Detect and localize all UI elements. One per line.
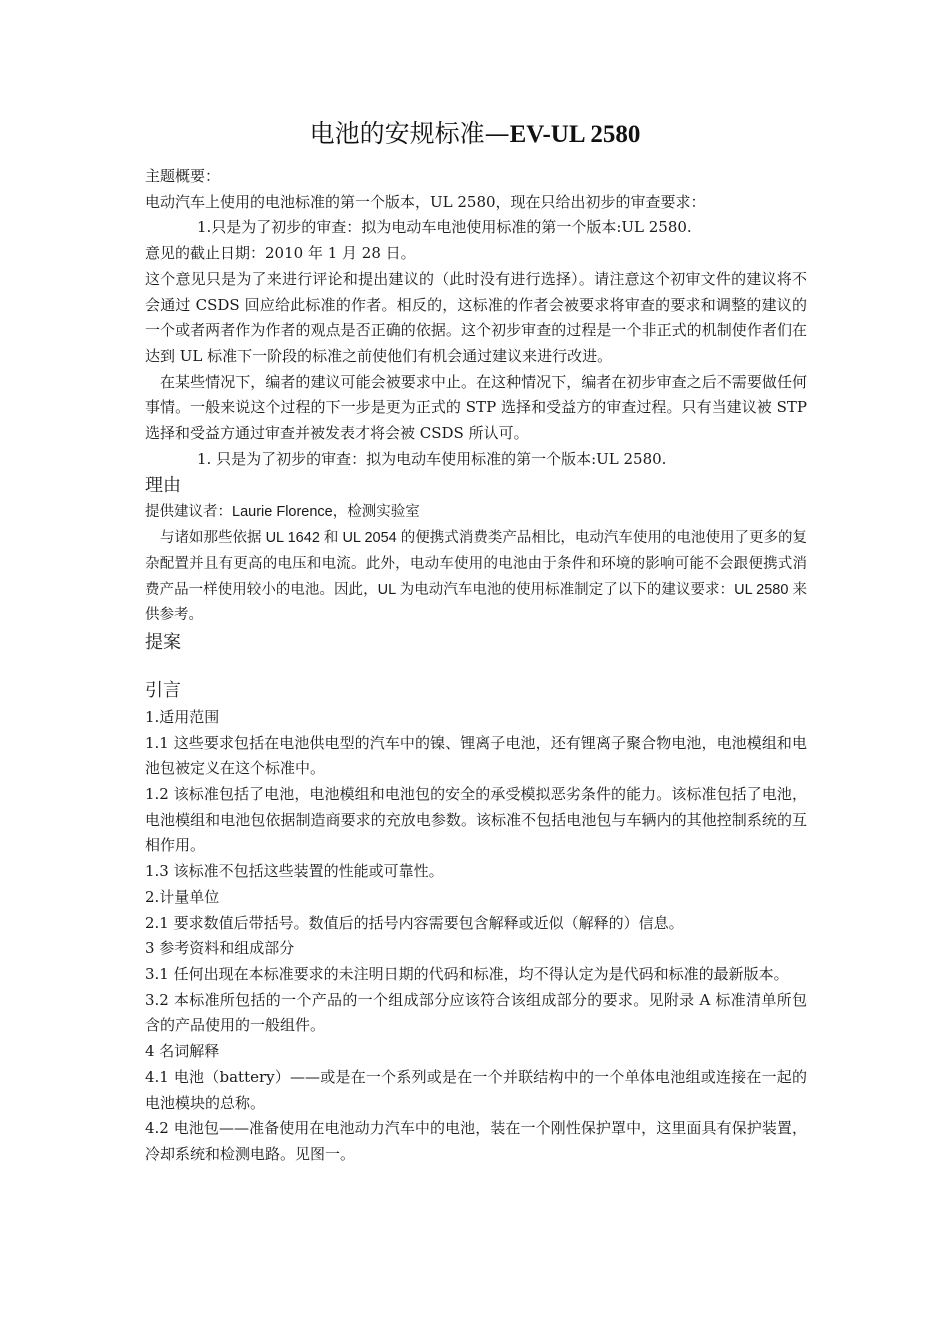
comment-paragraph: 这个意见只是为了来进行评论和提出建议的（此时没有进行选择）。请注意这个初审文件的建议将不会通过 CSDS 回应给此标准的作者。相反的，这标准的作者会被要求将审查的要求和调整的建议的一个或者两者作为作者的观点是否正确的依据。这个初步审查的过程是一个非正式的机制使作者们在达到 UL 标准下一阶段的标准之前使他们有机会通过建议来进行改进。 xyxy=(145,269,807,365)
section-4-2: 4.2 电池包——准备使用在电池动力汽车中的电池，装在一个刚性保护罩中，这里面具有保护装置，冷却系统和检测电路。见图一。 xyxy=(145,1119,807,1163)
reason-heading: 理由 xyxy=(145,475,181,497)
section-4-heading: 4 名词解释 xyxy=(145,1042,220,1061)
title-chinese: 电池的安规标准— xyxy=(309,119,510,148)
section-1-heading: 1.适用范围 xyxy=(145,707,220,726)
preliminary-review-item-2: 1. 只是为了初步的审查：拟为电动车使用标准的第一个版本:UL 2580. xyxy=(197,449,667,468)
deadline-paragraph: 意见的截止日期：2010 年 1 月 28 日。 xyxy=(145,244,416,263)
section-1-2: 1.2 该标准包括了电池，电池模组和电池包的安全的承受模拟恶劣条件的能力。该标准包括了电池，电池模组和电池包依据制造商要求的充放电参数。该标准不包括电池包与车辆内的其他控制系统的互相作用。 xyxy=(145,785,807,855)
proposer-line: 提供建议者：Laurie Florence，检测实验室 xyxy=(145,504,420,521)
document-title xyxy=(0,114,950,155)
section-2-1: 2.1 要求数值后带括号。数值后的括号内容需要包含解释或近似（解释的）信息。 xyxy=(145,913,684,932)
proposal-heading: 提案 xyxy=(145,631,181,653)
section-2-heading: 2.计量单位 xyxy=(145,887,220,906)
section-4-1: 4.1 电池（battery）——或是在一个系列或是在一个并联结构中的一个单体电池组或连接在一起的电池模块的总称。 xyxy=(145,1067,807,1112)
introduction-heading: 引言 xyxy=(145,679,181,701)
cases-paragraph: 在某些情况下，编者的建议可能会被要求中止。在这种情况下，编者在初步审查之后不需要做任何事情。一般来说这个过程的下一步是更为正式的 STP 选择和受益方的审查过程。只有当建议被 STP 选择和受益方通过审查并被发表才将会被 CSDS 所认可。 xyxy=(145,372,807,443)
summary-label: 主题概要： xyxy=(145,167,221,185)
section-1-1: 1.1 这些要求包括在电池供电型的汽车中的镍、锂离子电池，还有锂离子聚合物电池，电池模组和电池包被定义在这个标准中。 xyxy=(145,733,807,778)
reason-paragraph: 与诸如那些依据 UL 1642 和 UL 2054 的便携式消费类产品相比，电动汽车使用的电池使用了更多的复杂配置并且有更高的电压和电流。此外，电动车使用的电池由于条件和环境的影响可能不会跟便携式消费产品一样使用较小的电池。因此，UL 为电动汽车电池的使用标准制定了以下的建议要求：UL 2580 来供参考。 xyxy=(145,530,807,624)
preliminary-review-item: 1.只是为了初步的审查：拟为电动车电池使用标准的第一个版本:UL 2580. xyxy=(197,218,692,237)
spacer xyxy=(145,657,807,677)
section-3-2: 3.2 本标准所包括的一个产品的一个组成部分应该符合该组成部分的要求。见附录 A 标准清单所包含的产品使用的一般组件。 xyxy=(145,990,807,1035)
section-3-heading: 3 参考资料和组成部分 xyxy=(145,939,295,958)
title-standard-code: EV-UL 2580 xyxy=(509,121,641,148)
intro-paragraph: 电动汽车上使用的电池标准的第一个版本，UL 2580，现在只给出初步的审查要求： xyxy=(145,192,706,211)
document-body xyxy=(145,164,807,1168)
section-3-1: 3.1 任何出现在本标准要求的未注明日期的代码和标准，均不得认定为是代码和标准的最新版本。 xyxy=(145,964,789,983)
section-1-3: 1.3 该标准不包括这些装置的性能或可靠性。 xyxy=(145,862,444,881)
